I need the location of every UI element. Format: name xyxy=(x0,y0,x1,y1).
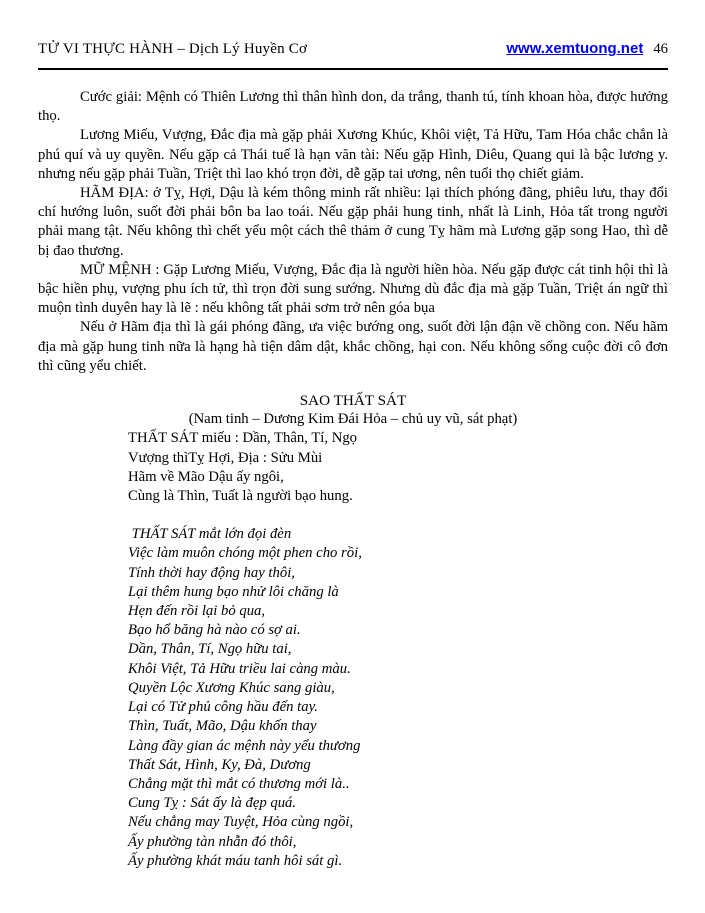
paragraph-neu-o-ham-dia: Nếu ở Hãm địa thì là gái phóng đãng, ưa việc bướng ong, suốt đời lận đận về chồng con. Nếu hãm địa mà gặp hung tinh nữa là hạng hà tiện dâm dật, khắc chồng, hại con. Nếu không sống cuộc đời cô đơn thì cũng yểu chiết. xyxy=(38,319,668,374)
header-right-group xyxy=(506,40,668,58)
poem-line: Cung Tỵ : Sát ấy là đẹp quá. xyxy=(128,795,297,812)
section-subtitle: (Nam tinh – Dương Kim Đái Hỏa – chủ uy vũ, sát phạt) xyxy=(188,411,518,428)
verse-line: Vượng thìTỵ Hợi, Địa : Sửu Mùi xyxy=(128,449,323,466)
poem-line: Tính thời hay động hay thôi, xyxy=(128,564,295,581)
verse-line: THẤT SÁT miếu : Dần, Thân, Tí, Ngọ xyxy=(128,430,358,447)
website-link[interactable]: www.xemtuong.net xyxy=(506,40,644,57)
poem-line: Thất Sát, Hình, Ky, Đà, Dương xyxy=(128,756,311,773)
poem-line: Lại có Tử phủ công hầu đến tay. xyxy=(128,699,318,716)
poem-line: THẤT SÁT mắt lớn đọi đèn xyxy=(128,526,292,543)
paragraph-cuoc-giai: Cước giải: Mệnh có Thiên Lương thì thân hình don, da trắng, thanh tú, tính khoan hòa, được hưởng thọ. xyxy=(38,89,668,125)
poem-line: Ấy phường tàn nhẫn đó thôi, xyxy=(128,833,297,850)
header-divider xyxy=(38,68,668,70)
poem-line: Bạo hổ băng hà nào có sợ ai. xyxy=(128,622,301,639)
paragraph-mu-menh: MỮ MỆNH : Gặp Lương Miếu, Vượng, Đắc địa là người hiền hòa. Nếu gặp được cát tinh hội thì là bậc hiền phụ, vượng phu ích tử, thì trọn đời sung sướng. Nhưng dù đắc địa mà gặp Tuần, Triệt án ngữ thì muộn tình duyên hay là lẽ : nếu không tất phải sơm trở nên góa bụa xyxy=(38,261,668,317)
poem-line: Lại thêm hung bạo nhử lôi chăng là xyxy=(128,583,339,600)
paragraph-ham-dia: HÃM ĐỊA: ở Tỵ, Hợi, Dậu là kém thông minh rất nhiều: lại thích phóng đãng, phiêu lưu, thay đổi chí hướng luôn, suốt đời phải bôn ba lao toái. Nếu gặp phải hung tinh, nhất là Linh, Hỏa tất trong người phải mang tật. Nếu không thì chết yểu một cách thê thảm ở cung Tỵ hãm mà Lương gặp song Hao, thì dễ bị đao thương. xyxy=(38,185,668,259)
page-number: 46 xyxy=(653,41,668,57)
page-header xyxy=(38,40,668,58)
verse-line: Hãm về Mão Dậu ấy ngôi, xyxy=(128,468,284,485)
poem-line: Chẳng mặt thì mắt có thương mới là.. xyxy=(128,775,350,792)
document-body xyxy=(38,88,668,871)
paragraph-luong-mieu: Lương Miếu, Vượng, Đắc địa mà gặp phải Xương Khúc, Khôi việt, Tả Hữu, Tam Hóa chắc chắn là phú quí và uy quyền. Nếu gặp cả Thái tuế là hạn văn tài: Nếu gặp Hình, Diêu, Quang qui là bậc lương y. nhưng nếu gặp phải Tuần, Triệt thì lao khó trọn đời, dễ gặp tai ương, nên tuổi thọ chiết giảm. xyxy=(38,127,668,182)
poem-line: Khôi Việt, Tả Hữu triều lai càng màu. xyxy=(128,660,351,677)
poem-line: Ấy phường khát máu tanh hôi sát gì. xyxy=(128,852,343,869)
verse-line: Cùng là Thìn, Tuất là người bạo hung. xyxy=(128,488,353,505)
poem-line: Làng đầy gian ác mệnh này yểu thương xyxy=(128,737,361,754)
verse-block xyxy=(128,429,668,506)
poem-line: Thìn, Tuất, Mão, Dậu khốn thay xyxy=(128,718,317,735)
poem-line: Hẹn đến rồi lại bỏ qua, xyxy=(128,603,266,620)
poem-line: Nếu chẳng may Tuyệt, Hỏa cùng ngồi, xyxy=(128,814,354,831)
section-title: SAO THẤT SÁT xyxy=(299,392,407,410)
poem-line: Dần, Thân, Tí, Ngọ hữu tai, xyxy=(128,641,292,658)
poem-line: Quyền Lộc Xương Khúc sang giàu, xyxy=(128,679,335,696)
poem-line: Việc làm muôn chóng một phen cho rồi, xyxy=(128,545,362,562)
book-title: TỬ VI THỰC HÀNH – Dịch Lý Huyền Cơ xyxy=(38,41,308,57)
poem-block xyxy=(128,525,668,871)
